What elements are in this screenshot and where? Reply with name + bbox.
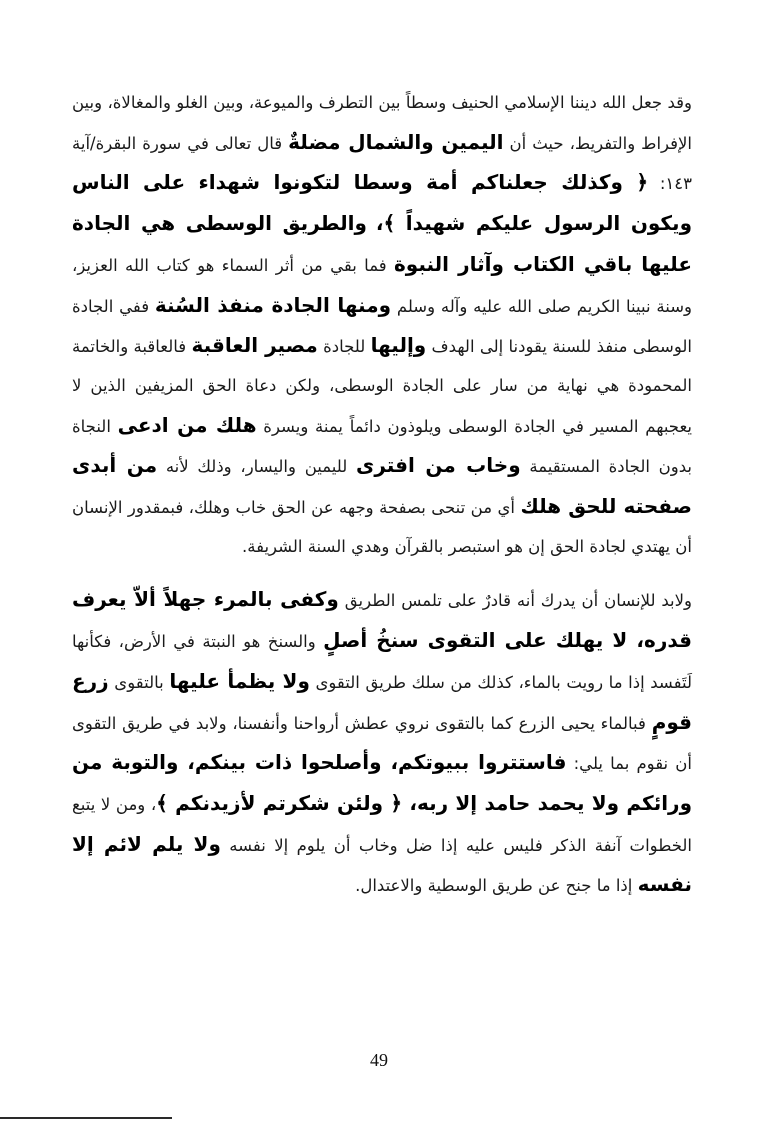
paragraph-2 (72, 580, 692, 906)
text-run: إذا ما جنح عن طريق الوسطية والاعتدال. (355, 876, 638, 896)
bold-phrase: ولا يلم لائم إلا نفسه (72, 831, 692, 897)
text-run: فالعاقبة والخاتمة المحمودة هي نهاية من سار على الجادة الوسطى، ولكن دعاة الحق المزيفين الذين لا يعجبهم المسير في الجادة الوسطى ويلوذون دائماً يمنة ويسرة (72, 337, 692, 436)
text-run: قال تعالى في سورة البقرة/آية ١٤٣: (72, 133, 693, 194)
bold-phrase: مصير العاقبة (191, 333, 318, 358)
text-run: فبالماء يحيى الزرع كما بالتقوى نروي عطش أرواحنا وأنفسنا، ولابد في طريق التقوى أن نقوم بما يلي: (72, 713, 693, 774)
quran-verse: ﴿ وكذلك جعلناكم أمة وسطا لتكونوا شهداء على الناس ويكون الرسول عليكم شهيداً ﴾، (72, 170, 692, 236)
text-run: فما بقي من أثر السماء هو كتاب الله العزيز، وسنة نبينا الكريم صلى الله عليه وآله وسلم (72, 255, 692, 316)
page-number: 49 (370, 1050, 388, 1070)
text-run: ولابد للإنسان أن يدرك أنه قادرٌ على تلمس الطريق (338, 591, 693, 611)
bold-phrase: فاستتروا ببيوتكم، وأصلحوا ذات بينكم، والتوبة من ورائكم ولا يحمد حامد إلا ربه، ﴿ ولئن شكرتم لأزيدنكم ﴾ (72, 750, 693, 815)
text-run: وقد جعل الله ديننا الإسلامي الحنيف وسطاً بين التطرف والميوعة، وبين الغلو والمغالاة، وبين الإفراط والتفريط، حيث أن (72, 93, 693, 153)
text-run: ، ومن لا يتبع الخطوات آنفة الذكر فليس عليه إذا ضل وخاب أن يلوم إلا نفسه (72, 794, 692, 855)
text-run (367, 215, 376, 234)
bold-phrase: وإليها (370, 333, 427, 358)
bold-phrase: من أبدى صفحته للحق هلك (72, 453, 692, 519)
text-run: بالتقوى (108, 672, 170, 692)
bold-phrase: اليمين والشمال مضلةٌ (288, 129, 504, 154)
text-run: للجادة (317, 337, 371, 357)
bold-phrase: زرع قومٍ (72, 668, 692, 734)
scan-edge-line (0, 1117, 172, 1119)
body-text (72, 84, 692, 906)
bold-phrase: والطريق الوسطى هي الجادة عليها باقي الكتاب وآثار النبوة (72, 211, 693, 276)
text-run: أي من تنحى بصفحة وجهه عن الحق خاب وهلك، فبمقدور الإنسان أن يهتدي لجادة الحق إن هو استبصر بالقرآن وهدي السنة الشريفة. (72, 498, 692, 556)
bold-phrase: وكفى بالمرء جهلاً ألاّ يعرف قدره، لا يهلك على التقوى سنخُ أصلٍ (72, 587, 692, 653)
text-run: ففي الجادة الوسطى منفذ للسنة يقودنا إلى الهدف (72, 296, 692, 357)
text-run: النجاة بدون الجادة المستقيمة (72, 416, 693, 477)
bold-phrase: ولا يظمأ عليها (169, 668, 310, 693)
text-run: لليمين واليسار، وذلك لأنه (157, 457, 356, 477)
bold-phrase: هلك من ادعى (117, 412, 257, 437)
text-run: والسنخ هو النبتة في الأرض، فكأنها لَتَفسد إذا ما رويت بالماء، كذلك من سلك طريق التقوى (72, 632, 692, 692)
bold-phrase: ومنها الجادة منفذ السُنة (154, 292, 392, 317)
bold-phrase: وخاب من افترى (356, 453, 521, 478)
paragraph-1 (72, 84, 692, 566)
